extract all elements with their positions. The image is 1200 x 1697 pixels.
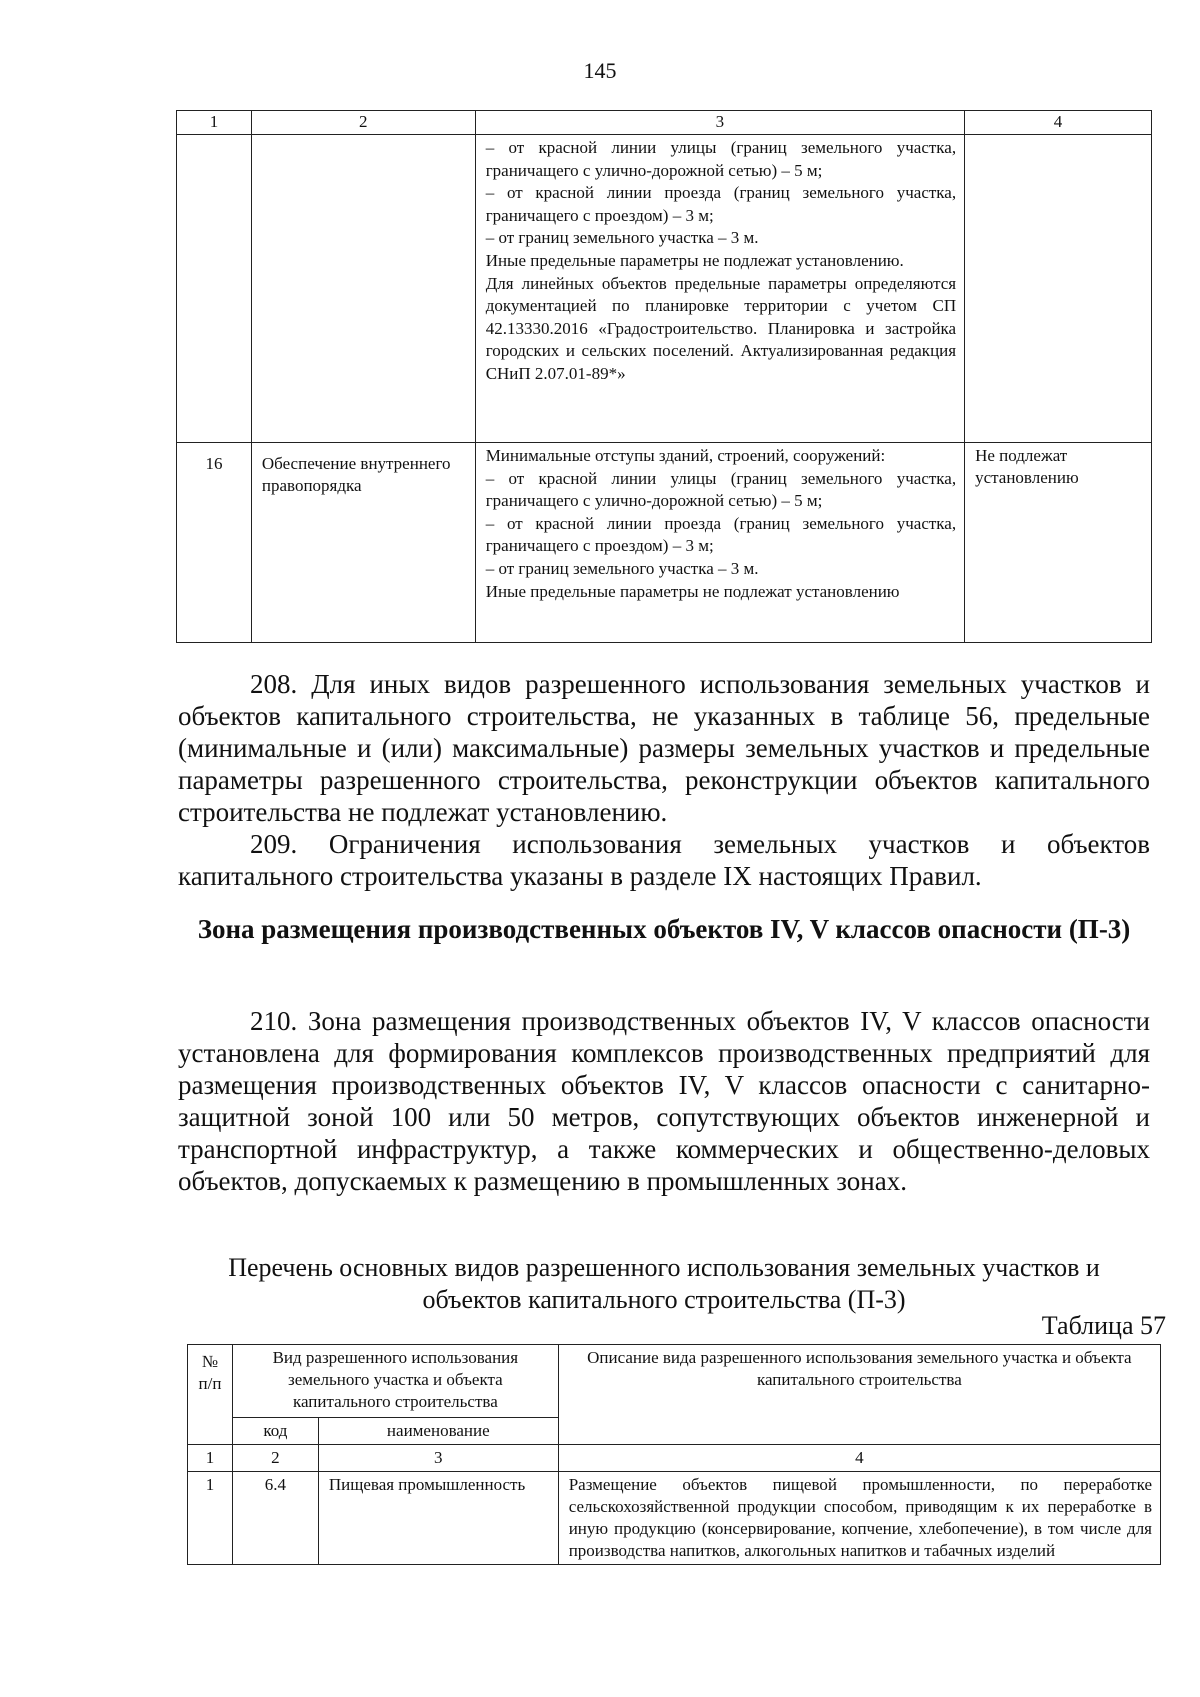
- param-line: Для линейных объектов предельные параметры определяются документацией по планировке территории с учетом СП 42.13330.2016 «Градостроительство. Планировка и застройка городских и сельских поселений. Актуализированная редакция СНиП 2.07.01-89*»: [485, 273, 957, 383]
- table-row: [188, 1472, 1161, 1565]
- param-line: – от границ земельного участка – 3 м.: [485, 228, 759, 248]
- col-number-2: 2: [232, 1445, 318, 1472]
- header-row: [188, 1345, 1161, 1418]
- paragraph-209: 209. Ограничения использования земельных участков и объектов капитального строительства указаны в разделе IX настоящих Правил.: [178, 829, 1150, 891]
- row-desc: Размещение объектов пищевой промышленности, по переработке сельскохозяйственной продукции способом, приводящим к их переработке в иную продукцию (консервирование, копчение, хлебопечение), в том числе для производства напитков, алкогольных напитков и табачных изделий: [558, 1472, 1160, 1565]
- param-line: Иные предельные параметры не подлежат установлению: [485, 581, 900, 601]
- row-name: Обеспечение внутреннего правопорядка: [251, 443, 475, 643]
- col-number-1: 1: [188, 1445, 233, 1472]
- col-number-4: 4: [558, 1445, 1160, 1472]
- header-name: наименование: [318, 1418, 558, 1445]
- col-header-1: 1: [177, 111, 252, 135]
- param-line: – от границ земельного участка – 3 м.: [485, 558, 759, 578]
- col-header-3: 3: [475, 111, 964, 135]
- bottom-table: [187, 1344, 1161, 1565]
- paragraph-208: 208. Для иных видов разрешенного использования земельных участков и объектов капитального строительства, не указанных в таблице 56, предельные (минимальные и (или) максимальные) размеры земельных участков и предельные параметры разрешенного строительства, реконструкции объектов капитального строительства не подлежат установлению.: [178, 669, 1150, 827]
- table-row: [177, 443, 1152, 643]
- param-line: – от красной линии проезда (границ земельного участка, граничащего с проездом) – 3 м;: [485, 513, 957, 556]
- table-label: Таблица 57: [1041, 1311, 1166, 1340]
- table-row: [177, 135, 1152, 443]
- param-line: – от красной линии улицы (границ земельного участка, граничащего с улично-дорожной сетью) – 5 м;: [485, 138, 957, 180]
- section-title: Зона размещения производственных объектов IV, V классов опасности (П-3): [197, 914, 1131, 944]
- top-table-header-row: [177, 111, 1152, 135]
- row-params-cell: [475, 135, 964, 443]
- row-name: Пищевая промышленность: [318, 1472, 558, 1565]
- row-col4: Не подлежат установлению: [965, 443, 1152, 643]
- row-num-cell: [177, 135, 252, 443]
- col-header-2: 2: [251, 111, 475, 135]
- param-line: Иные предельные параметры не подлежат установлению.: [485, 250, 904, 270]
- row-params-cell: [475, 443, 964, 643]
- column-number-row: [188, 1445, 1161, 1472]
- row-name-cell: [251, 135, 475, 443]
- row-num: 16: [177, 443, 252, 643]
- page-number: 145: [583, 58, 617, 83]
- param-line: – от красной линии улицы (границ земельного участка, граничащего с улично-дорожной сетью) – 5 м;: [485, 468, 957, 511]
- param-line: Минимальные отступы зданий, строений, сооружений:: [485, 446, 886, 465]
- list-title: Перечень основных видов разрешенного использования земельных участков и объектов капитального строительства (П-3): [228, 1253, 1100, 1314]
- row-num: 1: [188, 1472, 233, 1565]
- row-col4-cell: [965, 135, 1152, 443]
- paragraph-210: 210. Зона размещения производственных объектов IV, V классов опасности установлена для формирования комплексов производственных предприятий для размещения производственных объектов IV, V классов опасности с санитарно-защитной зоной 100 или 50 метров, сопутствующих объектов инженерной и транспортной инфраструктур, а также коммерческих и общественно-деловых объектов, допускаемых к размещению в промышленных зонах.: [178, 1006, 1150, 1196]
- header-code: код: [232, 1418, 318, 1445]
- row-code: 6.4: [232, 1472, 318, 1565]
- header-num: № п/п: [188, 1345, 233, 1445]
- col-header-4: 4: [965, 111, 1152, 135]
- param-line: – от красной линии проезда (границ земельного участка, граничащего с проездом) – 3 м;: [485, 183, 957, 225]
- col-number-3: 3: [318, 1445, 558, 1472]
- header-type: Вид разрешенного использования земельного участка и объекта капитального строительства: [232, 1345, 558, 1418]
- header-desc: Описание вида разрешенного использования земельного участка и объекта капитального строительства: [558, 1345, 1160, 1445]
- top-table: [176, 110, 1152, 643]
